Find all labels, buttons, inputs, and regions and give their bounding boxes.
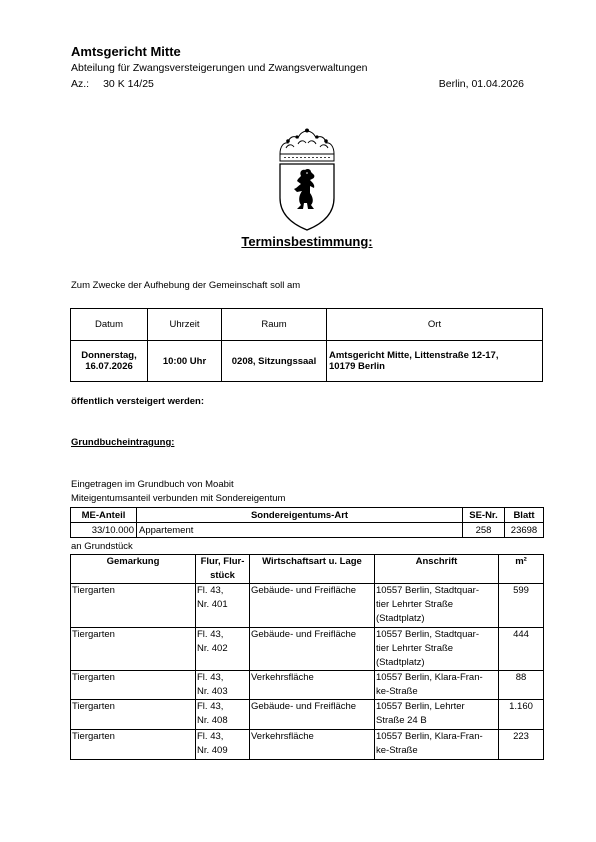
plot-flur [196,628,250,671]
header-area: m² [499,555,544,584]
department: Abteilung für Zwangsversteigerungen und Zwangsverwaltungen [71,62,368,74]
registered-text: Eingetragen im Grundbuch von Moabit [71,479,234,490]
plots-body [71,584,544,760]
sheet-number: 23698 [505,523,544,538]
header-date: Datum [71,309,148,341]
plot-address-line-2: tier Lehrter Straße [376,643,454,654]
plot-address [375,671,499,700]
plot-flur-line-1: Fl. 43, [197,629,224,640]
share-table [70,507,544,538]
header-se-nr: SE-Nr. [463,508,505,523]
plot-area: 1.160 [499,700,544,730]
se-number: 258 [463,523,505,538]
plot-address [375,730,499,760]
plots-header-row [71,555,544,584]
plot-flur-line-2: Nr. 402 [197,643,228,654]
share-header-row [71,508,544,523]
header-me-share: ME-Anteil [71,508,137,523]
appointment-place [327,341,543,382]
plot-gemarkung: Tiergarten [71,730,196,760]
place-line-1: Amtsgericht Mitte, Littenstraße 12-17, [329,350,499,361]
plot-address [375,628,499,671]
plot-gemarkung: Tiergarten [71,700,196,730]
date-line-2: 16.07.2026 [85,361,133,372]
appointment-date [71,341,148,382]
plot-address-line-1: 10557 Berlin, Klara-Fran- [376,672,483,683]
plot-flur-line-1: Fl. 43, [197,731,224,742]
plot-flur-line-2: Nr. 403 [197,686,228,697]
appointment-table [70,308,543,382]
header-flur-line-1: Flur, Flur- [200,556,245,567]
plot-gemarkung: Tiergarten [71,628,196,671]
plot-flur-line-1: Fl. 43, [197,672,224,683]
berlin-coat-of-arms-icon [274,128,340,232]
plot-address-line-1: 10557 Berlin, Lehrter [376,701,465,712]
plot-row [71,628,544,671]
plot-address-line-3: (Stadtplatz) [376,613,425,624]
header-use: Wirtschaftsart u. Lage [250,555,375,584]
me-share: 33/10.000 [71,523,137,538]
plot-flur [196,700,250,730]
land-register-heading: Grundbucheintragung: [71,437,175,448]
plot-use: Verkehrsfläche [250,671,375,700]
header-room: Raum [222,309,327,341]
plot-address-line-1: 10557 Berlin, Klara-Fran- [376,731,483,742]
plot-row [71,671,544,700]
plot-use: Gebäude- und Freifläche [250,700,375,730]
header-sheet: Blatt [505,508,544,523]
auction-statement: öffentlich versteigert werden: [71,396,205,407]
plot-use: Gebäude- und Freifläche [250,584,375,628]
appointment-room: 0208, Sitzungssaal [222,341,327,382]
plot-gemarkung: Tiergarten [71,584,196,628]
plot-address-line-2: ke-Straße [376,686,418,697]
place-line-2: 10179 Berlin [329,361,385,372]
plot-flur [196,671,250,700]
plot-flur-line-2: Nr. 401 [197,599,228,610]
share-row [71,523,544,538]
plot-area: 88 [499,671,544,700]
document-title: Terminsbestimmung: [241,234,373,249]
plot-area: 444 [499,628,544,671]
appointment-row [71,341,543,382]
plot-area: 223 [499,730,544,760]
ownership-type: Appartement [137,523,463,538]
appointment-header-row [71,309,543,341]
court-name: Amtsgericht Mitte [71,44,181,59]
plot-flur-line-1: Fl. 43, [197,585,224,596]
plot-gemarkung: Tiergarten [71,671,196,700]
file-reference [71,78,154,90]
az-label: Az.: [71,78,90,90]
header-time: Uhrzeit [148,309,222,341]
az-value: 30 K 14/25 [103,78,154,90]
plot-flur-line-1: Fl. 43, [197,701,224,712]
plot-flur-line-2: Nr. 408 [197,715,228,726]
plot-address-line-1: 10557 Berlin, Stadtquar- [376,629,479,640]
plot-flur-line-2: Nr. 409 [197,745,228,756]
place-date: Berlin, 01.04.2026 [438,78,524,90]
appointment-time: 10:00 Uhr [148,341,222,382]
plot-address-line-1: 10557 Berlin, Stadtquar- [376,585,479,596]
date-line-1: Donnerstag, [81,350,137,361]
plot-row [71,584,544,628]
header-address: Anschrift [375,555,499,584]
plot-flur [196,584,250,628]
plot-address-line-3: (Stadtplatz) [376,657,425,668]
plot-row [71,730,544,760]
plot-address [375,700,499,730]
plot-address-line-2: Straße 24 B [376,715,427,726]
header-type: Sondereigentums-Art [137,508,463,523]
header-place: Ort [327,309,543,341]
share-text: Miteigentumsanteil verbunden mit Sondereigentum [71,493,286,504]
plot-address-line-2: ke-Straße [376,745,418,756]
plot-area: 599 [499,584,544,628]
plot-address [375,584,499,628]
intro-text: Zum Zwecke der Aufhebung der Gemeinschaft soll am [71,280,301,291]
plot-use: Verkehrsfläche [250,730,375,760]
header-gemarkung: Gemarkung [71,555,196,584]
header-flur [196,555,250,584]
land-label: an Grundstück [71,541,133,552]
plot-address-line-2: tier Lehrter Straße [376,599,454,610]
plots-table [70,554,544,760]
header-flur-line-2: stück [210,570,235,581]
plot-flur [196,730,250,760]
plot-row [71,700,544,730]
plot-use: Gebäude- und Freifläche [250,628,375,671]
